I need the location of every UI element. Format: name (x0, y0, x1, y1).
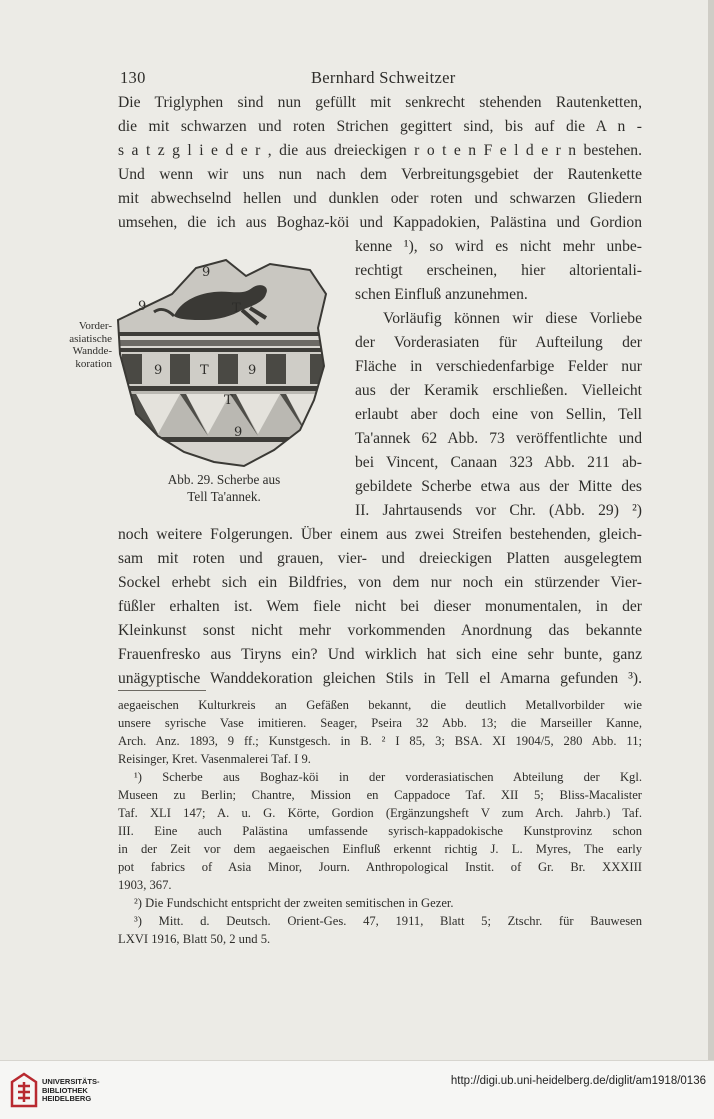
page-number: 130 (120, 68, 146, 87)
figure-glyph: T (224, 393, 233, 408)
body-line: s a t z g l i e d e r , die aus dreieckigen r o t e n F e l d e r n bestehen. (118, 142, 642, 159)
figure-glyph: 9 (154, 363, 163, 378)
body-line: II. Jahrtausends vor Chr. (Abb. 29) ²) (355, 502, 642, 519)
body-line: umsehen, die ich aus Boghaz-köi und Kappadokien, Palästina und Gordion (118, 214, 642, 231)
body-line: rechtigt erscheinen, hier altorientali- (355, 262, 642, 279)
margin-note-line: Wandde- (72, 345, 112, 358)
logo-line: UNIVERSITÄTS- (42, 1077, 100, 1086)
footnote-line: Reisinger, Kret. Vasenmalerei Taf. I 9. (118, 752, 311, 766)
footer-bar (0, 1060, 714, 1119)
footnote-line: Taf. XLI 147; A. u. G. Körte, Gordion (Ergänzungsheft V zum Arch. Jahrb.) Taf. (118, 806, 642, 820)
body-line: Ta'annek 62 Abb. 73 veröffentlichte und (355, 430, 642, 447)
body-line: Und wenn wir uns nun nach dem Verbreitungsgebiet der Rautenkette (118, 166, 642, 183)
footnote-line: Arch. Anz. 1893, 9 ff.; Kunstgesch. in B. ² I 85, 3; BSA. XI 1904/5, 280 Abb. 11; (118, 734, 642, 748)
footnote-line: Museen zu Berlin; Chantre, Mission en Cappadoce Taf. XII 5; Bliss-Macalister (118, 788, 642, 802)
body-line: bei Vincent, Canaan 323 Abb. 211 ab- (355, 454, 642, 471)
body-line: schen Einfluß anzunehmen. (355, 286, 528, 303)
margin-note-line: Vorder- (78, 320, 112, 332)
figure-glyph: 9 (248, 363, 257, 378)
footnote-line: ³) Mitt. d. Deutsch. Orient-Ges. 47, 1911, Blatt 5; Ztschr. für Bauwesen (134, 914, 642, 928)
footnote-line: ²) Die Fundschicht entspricht der zweiten semitischen in Gezer. (134, 896, 454, 910)
body-line: mit abwechselnd hellen und dunklen oder roten und schwarzen Gliedern (118, 190, 642, 207)
footnote-line: aegaeischen Kulturkreis an Gefäßen bekannt, die deutlich Metallvorbilder wie (118, 698, 642, 712)
body-line: Frauenfresko aus Tiryns ein? Und wirklich hat sich eine sehr bunte, ganz (118, 646, 642, 663)
footnote-line: LXVI 1916, Blatt 50, 2 und 5. (118, 932, 271, 946)
logo-line: HEIDELBERG (42, 1094, 92, 1104)
body-line: kenne ¹), so wird es nicht mehr unbe- (355, 238, 642, 255)
page-edge-shadow (708, 0, 714, 1060)
figure-glyph: T (200, 363, 209, 378)
figure-glyph: 9 (138, 299, 147, 314)
footnote-rule (118, 690, 206, 691)
footnote-line: 1903, 367. (118, 878, 172, 892)
body-line: Die Triglyphen sind nun gefüllt mit senkrecht stehenden Rautenketten, (118, 94, 642, 111)
body-line: unägyptische Wanddekoration gleichen Stils in Tell el Amarna gefunden ³). (118, 670, 642, 687)
university-library-logo-text[interactable] (42, 1078, 100, 1104)
caption-line: Abb. 29. Scherbe aus (167, 472, 281, 487)
figure-glyph: 9 (234, 425, 243, 440)
footnote-line: pot fabrics of Asia Minor, Journ. Anthropological Instit. of Gr. Br. XXXIII (118, 860, 642, 874)
figure-glyph: 9 (202, 265, 211, 280)
figure-glyph: T (232, 301, 241, 316)
footnote-line: ¹) Scherbe aus Boghaz-köi in der vorderasiatischen Abteilung der Kgl. (134, 770, 642, 784)
body-line: sam mit roten und grauen, vier- und dreieckigen Platten ausgelegtem (118, 550, 642, 567)
logo-line: BIBLIOTHEK (42, 1085, 88, 1095)
footnote-line: III. Eine auch Palästina umfassende syrisch-kappadokische Kunstprovinz schon (118, 824, 642, 838)
source-url-link[interactable]: http://digi.ub.uni-heidelberg.de/diglit/am1918/0136 (450, 1075, 706, 1087)
body-line: füßler erhalten ist. Wem fiele nicht bei dieser monumentalen, in der (118, 598, 642, 615)
body-line: der Vorderasiaten für Aufteilung der (355, 334, 642, 351)
body-line: Kleinkunst sonst nicht mehr vorkommenden Anordnung das bekannte (118, 622, 642, 639)
body-line: erlaubt aber doch eine von Sellin, Tell (355, 406, 642, 423)
margin-note (54, 320, 112, 371)
university-library-logo-icon[interactable] (10, 1072, 38, 1108)
body-line: Vorläufig können wir diese Vorliebe (383, 310, 642, 327)
margin-note-line: asiatische (69, 332, 112, 345)
body-line: noch weitere Folgerungen. Über einem aus zwei Streifen bestehenden, gleich- (118, 526, 642, 543)
body-line: Fläche in verschiedenfarbige Felder nur (355, 358, 642, 375)
figure-caption (134, 471, 314, 505)
body-line: Sockel erhebt sich ein Bildfries, von dem nur noch ein stürzender Vier- (118, 574, 642, 591)
body-line: die mit schwarzen und roten Strichen gegittert sind, bis auf die A n - (118, 118, 642, 135)
margin-note-line: koration (75, 357, 112, 370)
footnote-line: unsere syrische Vase imitieren. Seager, Pseira 32 Abb. 13; die Marseiller Kanne, (118, 716, 642, 730)
footnote-line: in der Zeit vor dem aegaeischen Einfluß erkennt richtig J. L. Myres, The early (118, 842, 642, 856)
figure-sherd-drawing (114, 254, 344, 470)
caption-line: Tell Ta'annek. (187, 489, 261, 505)
running-title: Bernhard Schweitzer (311, 68, 456, 87)
body-line: aus der Keramik erschließen. Vielleicht (355, 382, 642, 399)
body-line: gebildete Scherbe etwa aus der Mitte des (355, 478, 642, 495)
